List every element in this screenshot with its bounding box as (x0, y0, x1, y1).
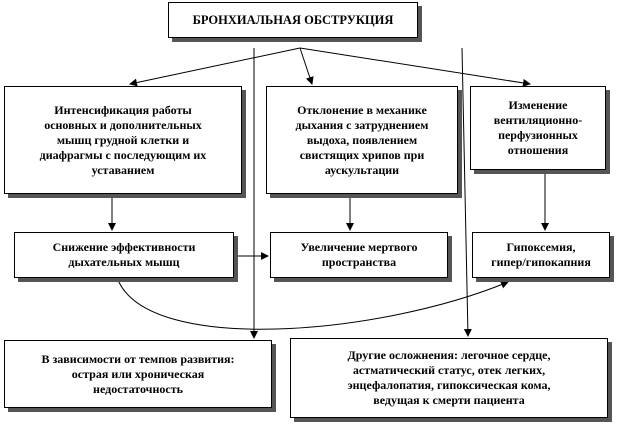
arrow-efficiency-to-hypoxemia (118, 280, 508, 329)
node-other-complications: Другие осложнения: легочное сердце, астматический статус, отек легких, энцефалопатия, гипоксическая кома, ведущая к смерти пациента (290, 338, 608, 418)
arrow-root-to-ventilation (300, 48, 530, 84)
node-dead-space: Увеличение мертвого пространства (270, 232, 448, 278)
node-hypoxemia: Гипоксемия, гипер/гипокапния (472, 232, 610, 278)
node-muscle-intensification: Интенсификация работы основных и дополнительных мышц грудной клетки и диафрагмы с последующим их уставанием (4, 86, 242, 194)
node-muscle-efficiency: Снижение эффективности дыхательных мышц (14, 232, 234, 278)
node-ventilation-perfusion: Изменение вентиляционно- перфузионных отношения (470, 86, 606, 170)
arrow-root-to-complications (462, 48, 468, 336)
node-bronchial-obstruction: БРОНХИАЛЬНАЯ ОБСТРУКЦИЯ (168, 2, 418, 38)
arrow-root-to-mechanics (300, 48, 312, 84)
node-respiratory-insufficiency: В зависимости от темпов развития: острая или хроническая недостаточность (4, 340, 272, 408)
arrow-root-to-intensification (130, 48, 300, 84)
node-breathing-mechanics: Отклонение в механике дыхания с затруднением выдоха, появлением свистящих хрипов при аускультации (266, 86, 458, 194)
